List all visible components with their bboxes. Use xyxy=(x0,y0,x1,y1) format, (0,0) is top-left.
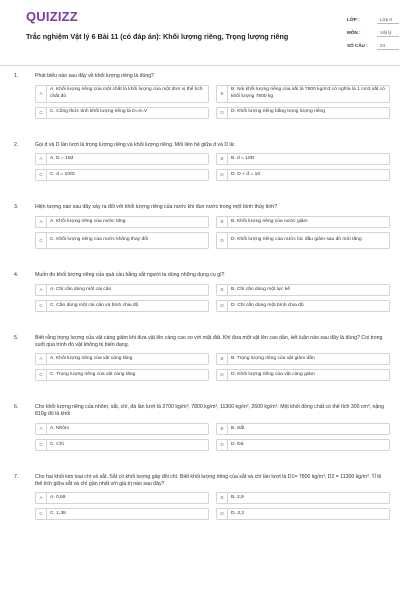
option-text: B. Khối lượng riêng của nước giảm xyxy=(231,218,308,224)
answer-option-d[interactable] xyxy=(216,369,390,381)
option-letter: D xyxy=(217,370,228,380)
option-letter: A xyxy=(36,285,47,295)
option-letter: A xyxy=(36,493,47,503)
answer-option-d[interactable] xyxy=(216,232,390,249)
option-text: A. 0,69 xyxy=(50,495,66,501)
answer-option-d[interactable] xyxy=(216,169,390,181)
answer-option-d[interactable] xyxy=(216,508,390,520)
question-text: Phát biểu nào sau đây về khối lượng riêng là đúng? xyxy=(35,73,155,79)
option-text: A. Chỉ cần dùng một cái cân xyxy=(50,286,112,292)
answer-option-b[interactable] xyxy=(216,423,390,435)
option-text: D. Đá xyxy=(231,441,244,447)
question-5 xyxy=(14,335,388,382)
option-letter: A xyxy=(36,86,47,102)
option-letter: A xyxy=(36,217,47,227)
meta-value: 24 xyxy=(377,41,399,50)
option-text: A. Khối lượng riêng của một chất là khối lượng của một đơn vị thể tích chất đó xyxy=(50,87,203,99)
header-divider xyxy=(0,65,400,66)
option-text: A. Khối lượng riêng của nước tăng xyxy=(50,218,126,224)
question-number: 3. xyxy=(14,204,19,211)
answer-option-c[interactable] xyxy=(35,107,209,119)
option-letter: B xyxy=(217,424,228,434)
answer-options xyxy=(35,284,388,312)
option-text: D. Khối lượng riêng bằng trọng lượng riêng xyxy=(231,109,325,115)
question-head xyxy=(14,335,388,349)
question-number: 6. xyxy=(14,404,19,411)
answer-option-c[interactable] xyxy=(35,439,209,451)
answer-options xyxy=(35,353,388,381)
question-text: Hiện tượng nào sau đây xảy ra đối với khối lượng riêng của nước khi đun nước trong một bình thủy tinh? xyxy=(35,204,277,211)
question-text: Muốn đo khối lượng riêng của quả cầu bằng sắt người ta dùng những dụng cụ gì? xyxy=(35,272,225,278)
option-text: C. Khối lượng riêng của nước không thay đổi xyxy=(50,237,149,243)
question-head xyxy=(14,73,388,80)
answer-option-b[interactable] xyxy=(216,284,390,296)
option-text: C. Chì xyxy=(50,441,64,447)
option-text: D. Chỉ cần dùng một bình chia độ xyxy=(231,302,304,308)
option-letter: C xyxy=(36,233,47,248)
question-number: 4. xyxy=(14,272,19,278)
question-list xyxy=(14,73,388,520)
answer-option-a[interactable] xyxy=(35,284,209,296)
question-6 xyxy=(14,404,388,451)
answer-option-c[interactable] xyxy=(35,169,209,181)
option-text: B. d = 10D xyxy=(231,156,255,162)
answer-options xyxy=(35,423,388,451)
option-letter: B xyxy=(217,217,228,227)
question-text: Biết rằng trọng lượng của vật càng giảm khi đưa vật lên càng cao so với mặt đất. Khi đưa một vật lên cao dần, kết luận nào sau đây là đúng? Coi trong suốt quá trình đó vật không bị biến dạng. xyxy=(35,334,383,348)
option-text: D. 3,2 xyxy=(231,511,245,517)
answer-option-a[interactable] xyxy=(35,153,209,165)
option-text: B. Chỉ cần dùng một lực kế xyxy=(231,286,291,292)
option-letter: D xyxy=(217,301,228,311)
question-number: 1. xyxy=(14,73,19,79)
answer-option-c[interactable] xyxy=(35,300,209,312)
answer-options xyxy=(35,85,388,119)
meta-value: Lớp 6 xyxy=(377,15,399,24)
question-head xyxy=(14,404,388,418)
answer-option-a[interactable] xyxy=(35,216,209,228)
answer-option-c[interactable] xyxy=(35,369,209,381)
option-text: C. Công thức tính khối lượng riêng là D=m.V xyxy=(50,109,148,115)
question-number: 2. xyxy=(14,141,19,148)
answer-option-b[interactable] xyxy=(216,353,390,365)
option-text: D. Khối lượng riêng của vật càng giảm xyxy=(231,372,315,378)
meta-key: LỚP : xyxy=(347,16,360,22)
meta-row-count xyxy=(347,39,399,52)
option-letter: C xyxy=(36,301,47,311)
question-head xyxy=(14,474,388,488)
option-letter: D xyxy=(217,108,228,118)
question-text: Cho hai khối kim loại chì và sắt. Sắt có khối lượng gấp đôi chì. Biết khối lượng riêng của sắt và chì lần lượt là D1= 7800 kg/m³, D2 = 11300 kg/m³. Tỉ lệ thể tích giữa sắt và chì gần nhất với giá trị nào sau đây? xyxy=(35,473,382,487)
option-text: C. d = 10/D xyxy=(50,172,75,178)
option-text: C. 1,38 xyxy=(50,511,66,517)
option-letter: A xyxy=(36,354,47,364)
question-2 xyxy=(14,142,388,182)
option-letter: B xyxy=(217,285,228,295)
option-letter: C xyxy=(36,440,47,450)
option-text: D. D + d = 10 xyxy=(231,172,261,178)
answer-option-b[interactable] xyxy=(216,216,390,228)
option-text: B. Trọng lượng riêng của vật giảm dần xyxy=(231,356,315,362)
question-number: 7. xyxy=(14,473,19,480)
answer-option-d[interactable] xyxy=(216,300,390,312)
answer-option-a[interactable] xyxy=(35,492,209,504)
answer-option-b[interactable] xyxy=(216,153,390,165)
answer-options xyxy=(35,216,388,249)
question-3 xyxy=(14,204,388,249)
question-text: Cho khối lượng riêng của nhôm, sắt, chì, đá lần lượt là 2700 kg/m³, 7800 kg/m³, 11300 kg/m³, 2600 kg/m³. Một khối đồng chất có thể tích 300 cm³, nặng 810g đó là khối xyxy=(35,404,385,417)
meta-panel xyxy=(347,13,399,52)
question-7 xyxy=(14,474,388,521)
answer-option-a[interactable] xyxy=(35,85,209,103)
option-text: C. Cần dùng một cái cân và bình chia độ xyxy=(50,302,139,308)
option-text: B. Sắt xyxy=(231,425,245,431)
option-letter: C xyxy=(36,170,47,180)
answer-option-a[interactable] xyxy=(35,353,209,365)
meta-key: SỐ CÂU : xyxy=(347,42,368,48)
option-letter: D xyxy=(217,440,228,450)
quizizz-logo: QUIZIZZ xyxy=(26,9,78,24)
option-letter: B xyxy=(217,86,228,102)
option-text: A. Khối lượng riêng của vật càng tăng xyxy=(50,356,133,362)
option-letter: A xyxy=(36,424,47,434)
option-letter: B xyxy=(217,493,228,503)
option-letter: A xyxy=(36,154,47,164)
answer-option-d[interactable] xyxy=(216,439,390,451)
option-letter: B xyxy=(217,154,228,164)
question-head xyxy=(14,204,388,211)
question-text: Gọi d và D lần lượt là trọng lượng riêng và khối lượng riêng. Mối liên hệ giữa d và D là: xyxy=(35,141,235,148)
question-4 xyxy=(14,272,388,312)
answer-option-d[interactable] xyxy=(216,107,390,119)
option-letter: D xyxy=(217,509,228,519)
meta-key: MÔN : xyxy=(347,29,361,35)
option-letter: C xyxy=(36,509,47,519)
option-letter: D xyxy=(217,170,228,180)
answer-option-c[interactable] xyxy=(35,508,209,520)
option-letter: C xyxy=(36,370,47,380)
option-text: D. Khối lượng riêng của nước lúc đầu giảm sau đó mới tăng xyxy=(231,237,362,243)
answer-options xyxy=(35,153,388,181)
option-text: C. Trọng lượng riêng của vật càng tăng xyxy=(50,372,136,378)
meta-value: Vật lý xyxy=(377,28,399,37)
page-title: Trắc nghiệm Vật lý 6 Bài 11 (có đáp án): Khối lượng riêng, Trọng lượng riêng xyxy=(26,32,289,41)
option-letter: D xyxy=(217,233,228,248)
question-number: 5. xyxy=(14,334,19,341)
meta-row-grade xyxy=(347,13,399,26)
answer-options xyxy=(35,492,388,520)
meta-row-subject xyxy=(347,26,399,39)
worksheet-header xyxy=(13,0,392,58)
option-text: A. D = 10d xyxy=(50,156,74,162)
option-letter: C xyxy=(36,108,47,118)
option-letter: B xyxy=(217,354,228,364)
answer-option-a[interactable] xyxy=(35,423,209,435)
answer-option-c[interactable] xyxy=(35,232,209,249)
option-text: A. Nhôm xyxy=(50,425,70,431)
option-text: B. 2,9 xyxy=(231,495,244,501)
question-head xyxy=(14,142,388,149)
question-head xyxy=(14,272,388,279)
answer-option-b[interactable] xyxy=(216,492,390,504)
option-text: B. Nói khối lượng riêng của sắt là 7800 kg/m3 có nghĩa là 1 cm3 sắt có khối lượng 7800 kg xyxy=(231,87,385,99)
answer-option-b[interactable] xyxy=(216,85,390,103)
question-1 xyxy=(14,73,388,119)
